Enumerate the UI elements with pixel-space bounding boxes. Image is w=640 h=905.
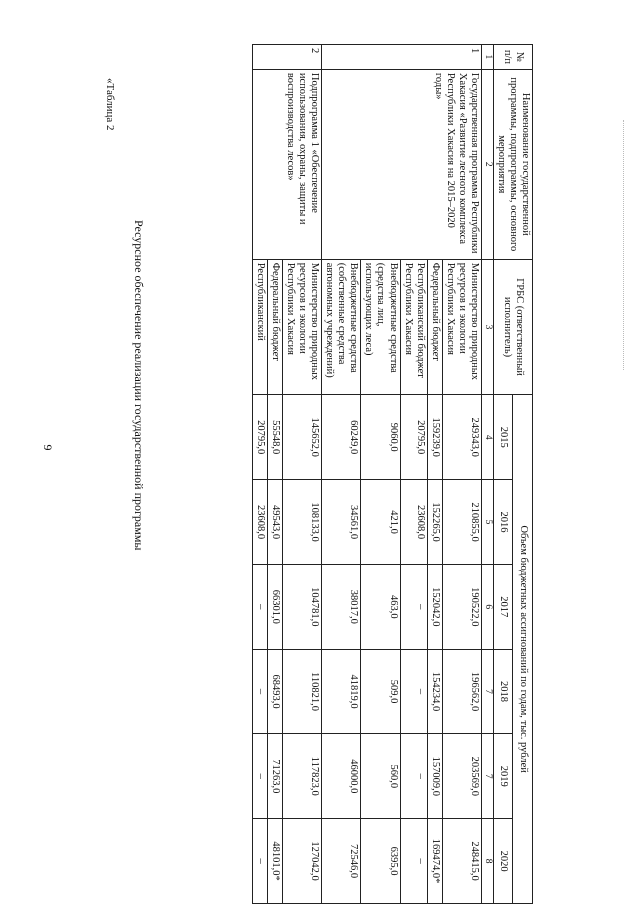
row-number: 2: [252, 45, 321, 70]
budget-value-cell: 210855,0: [442, 480, 481, 565]
budget-value-cell: –: [252, 734, 267, 819]
budget-value-cell: 159239,0: [427, 395, 442, 480]
page-number: 9: [41, 444, 55, 451]
budget-value-cell: 23608,0: [252, 480, 267, 565]
column-index: 7: [481, 734, 493, 819]
budget-value-cell: 154234,0: [427, 649, 442, 734]
scan-edge-marks: [623, 120, 626, 370]
grbs-cell: Министерство природных ресурсов и экологии Республики Хакасия: [442, 259, 481, 395]
budget-value-cell: 41819,0: [322, 649, 361, 734]
header-grbs: ГРБС (ответственный исполнитель): [493, 259, 532, 395]
table-row: [442, 45, 481, 904]
budget-value-cell: –: [252, 649, 267, 734]
budget-value-cell: –: [252, 564, 267, 649]
header-year: 2017: [493, 564, 513, 649]
grbs-cell: Министерство природных ресурсов и экологии Республики Хакасия: [282, 259, 321, 395]
program-name: Государственная программа Республики Хакасия «Развитие лесного комплекса Республики Хакасия на 2015–2020 годы»: [322, 69, 482, 259]
budget-value-cell: 117823,0: [282, 734, 321, 819]
header-num: № п/п: [493, 45, 532, 70]
budget-value-cell: 190522,0: [442, 564, 481, 649]
budget-value-cell: –: [400, 734, 427, 819]
budget-value-cell: 46000,0: [322, 734, 361, 819]
budget-value-cell: 34561,0: [322, 480, 361, 565]
budget-value-cell: 38017,0: [322, 564, 361, 649]
grbs-cell: Республиканский: [252, 259, 267, 395]
grbs-cell: Внебюджетные средства (собственные средства автономных учреждений): [322, 259, 361, 395]
budget-value-cell: 127042,0: [282, 819, 321, 904]
budget-value-cell: 49543,0: [267, 480, 282, 565]
budget-value-cell: 196562,0: [442, 649, 481, 734]
budget-value-cell: 152042,0: [427, 564, 442, 649]
column-index: 4: [481, 395, 493, 480]
budget-value-cell: 169474,0*: [427, 819, 442, 904]
grbs-cell: Федеральный бюджет: [427, 259, 442, 395]
budget-value-cell: 20795,0: [252, 395, 267, 480]
header-budget: Объем бюджетных ассигнований по годам, тыс. рублей: [513, 395, 533, 904]
table-row: [282, 45, 321, 904]
budget-value-cell: 560,0: [361, 734, 400, 819]
budget-value-cell: 248415,0: [442, 819, 481, 904]
budget-value-cell: 152265,0: [427, 480, 442, 565]
column-index: 6: [481, 564, 493, 649]
column-index: 7: [481, 649, 493, 734]
row-number: 1: [322, 45, 482, 70]
column-index: 3: [481, 259, 493, 395]
rotated-table-container: [161, 44, 533, 904]
budget-value-cell: –: [400, 649, 427, 734]
header-year: 2020: [493, 819, 513, 904]
page-title: Ресурсное обеспечение реализации государственной программы: [132, 220, 146, 551]
grbs-cell: Республиканский бюджет Республики Хакасия: [400, 259, 427, 395]
header-year: 2016: [493, 480, 513, 565]
budget-value-cell: 249343,0: [442, 395, 481, 480]
budget-value-cell: 421,0: [361, 480, 400, 565]
budget-value-cell: 48101,0*: [267, 819, 282, 904]
budget-value-cell: 66301,0: [267, 564, 282, 649]
budget-value-cell: 203569,0: [442, 734, 481, 819]
grbs-cell: Федеральный бюджет: [267, 259, 282, 395]
budget-value-cell: –: [400, 819, 427, 904]
budget-value-cell: 108133,0: [282, 480, 321, 565]
column-index: 1: [481, 45, 493, 70]
table-label: «Таблица 2: [104, 78, 116, 131]
column-index: 8: [481, 819, 493, 904]
budget-value-cell: 6395,0: [361, 819, 400, 904]
header-name: Наименование государственной программы, подпрограммы, основного мероприятия: [493, 69, 532, 259]
budget-value-cell: –: [400, 564, 427, 649]
grbs-cell: Внебюджетные средства (средства лиц, использующих леса): [361, 259, 400, 395]
budget-value-cell: 509,0: [361, 649, 400, 734]
budget-value-cell: 157009,0: [427, 734, 442, 819]
table-body: [252, 45, 481, 904]
program-name: Подпрограмма 1 «Обеспечение использования, охраны, защиты и воспроизводства лесов»: [252, 69, 321, 259]
budget-value-cell: 463,0: [361, 564, 400, 649]
header-year: 2019: [493, 734, 513, 819]
budget-value-cell: 72546,0: [322, 819, 361, 904]
header-year: 2015: [493, 395, 513, 480]
column-index: 5: [481, 480, 493, 565]
budget-value-cell: 55548,0: [267, 395, 282, 480]
budget-value-cell: 60249,0: [322, 395, 361, 480]
budget-value-cell: 71263,0: [267, 734, 282, 819]
budget-value-cell: –: [252, 819, 267, 904]
budget-value-cell: 68493,0: [267, 649, 282, 734]
column-index: 2: [481, 69, 493, 259]
budget-value-cell: 23608,0: [400, 480, 427, 565]
budget-value-cell: 20795,0: [400, 395, 427, 480]
budget-value-cell: 145652,0: [282, 395, 321, 480]
budget-value-cell: 104781,0: [282, 564, 321, 649]
budget-value-cell: 9060,0: [361, 395, 400, 480]
header-year: 2018: [493, 649, 513, 734]
budget-table: [252, 44, 533, 904]
budget-value-cell: 110821,0: [282, 649, 321, 734]
